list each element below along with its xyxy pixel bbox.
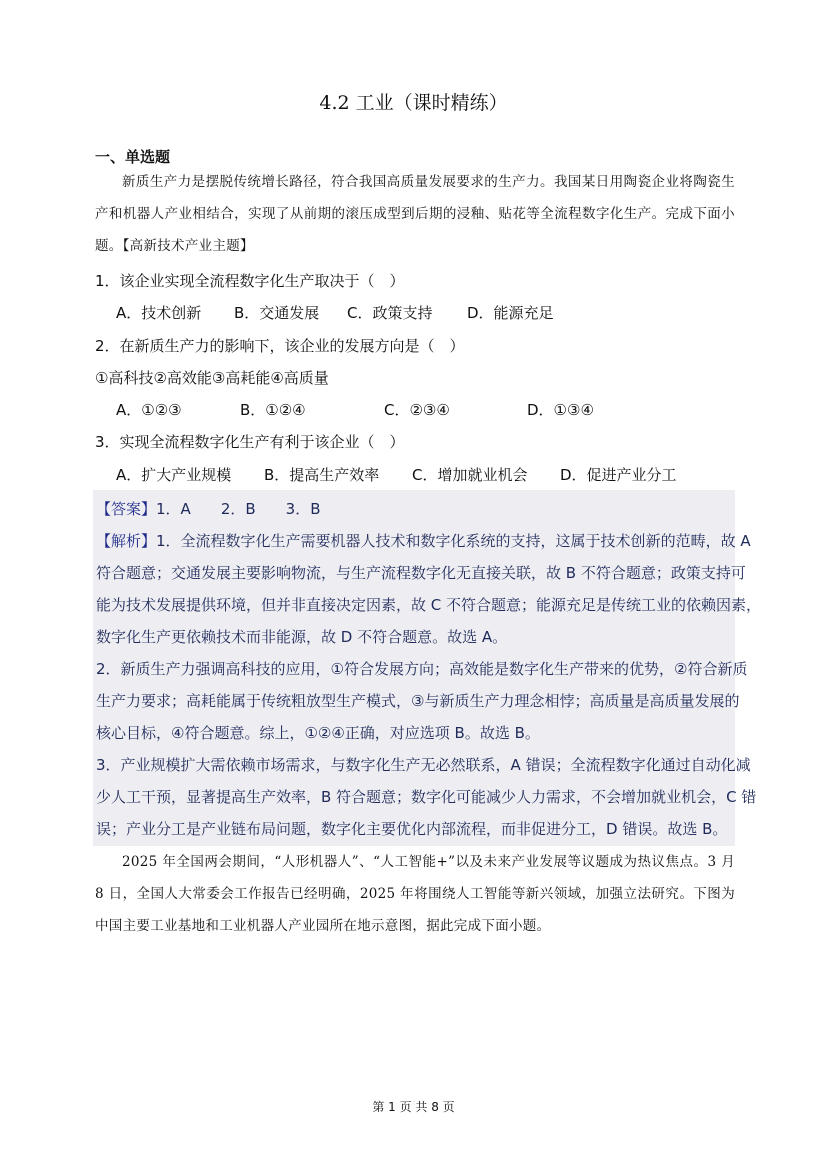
answer-tag: 【答案】	[96, 500, 157, 518]
analysis-line: 3．产业规模扩大需依赖市场需求，与数字化生产无必然联系，A 错误；全流程数字化通过自动化减	[96, 756, 751, 774]
q3-option-c[interactable]: C．增加就业机会	[412, 466, 528, 484]
answer-analysis-panel	[93, 490, 762, 846]
analysis-line: 误；产业分工是产业链布局问题，数字化主要优化内部流程，而非促进分工，D 错误。故选 B。	[96, 820, 728, 838]
analysis-line	[96, 530, 751, 551]
q2-option-c[interactable]: C．②③④	[384, 401, 450, 419]
analysis-tag: 【解析】	[96, 532, 157, 550]
q2-option-a[interactable]: A．①②③	[116, 401, 182, 419]
analysis-line: 能为技术发展提供环境，但并非直接决定因素，故 C 不符合题意；能源充足是传统工业的依赖因素，	[96, 596, 762, 614]
analysis-text: 1．全流程数字化生产需要机器人技术和数字化系统的支持，这属于技术创新的范畴，故 A	[156, 532, 751, 550]
question-2-stem: 2．在新质生产力的影响下，该企业的发展方向是（ ）	[95, 337, 465, 355]
analysis-line: 符合题意；交通发展主要影响物流，与生产流程数字化无直接关联，故 B 不符合题意；政策支持可	[96, 564, 746, 582]
q3-option-d[interactable]: D．促进产业分工	[560, 466, 677, 484]
analysis-line: 数字化生产更依赖技术而非能源，故 D 不符合题意。故选 A。	[96, 628, 508, 646]
page-footer: 第 1 页 共 8 页	[372, 1100, 455, 1114]
q1-option-c[interactable]: C．政策支持	[347, 304, 433, 322]
q2-option-d[interactable]: D．①③④	[527, 401, 594, 419]
q1-option-b[interactable]: B．交通发展	[234, 304, 320, 322]
analysis-line: 2．新质生产力强调高科技的应用，①符合发展方向；高效能是数字化生产带来的优势，②符合新质	[96, 660, 748, 678]
q1-option-d[interactable]: D．能源充足	[467, 304, 554, 322]
question-3-stem: 3．实现全流程数字化生产有利于该企业（ ）	[95, 433, 405, 451]
question-2-items: ①高科技②高效能③高耗能④高质量	[95, 369, 329, 387]
q1-option-a[interactable]: A．技术创新	[116, 304, 202, 322]
page-title: 4.2 工业（课时精练）	[319, 92, 508, 114]
analysis-line: 少人工干预，显著提高生产效率，B 符合题意；数字化可能减少人力需求，不会增加就业机会，C 错	[96, 788, 757, 806]
passage-text: 2025 年全国两会期间，“人形机器人”、“人工智能+”以及未来产业发展等议题成为热议焦点。3 月 8 日，全国人大常委会工作报告已经明确，2025 年将围绕人工智能等新兴领域，加强立法研究。下图为中国主要工业基地和工业机器人产业园所在地示意图，据此完成下面小题。	[95, 854, 735, 934]
answer-line	[96, 498, 321, 519]
reading-passage-2	[95, 846, 735, 942]
section-heading: 一、单选题	[95, 148, 171, 166]
analysis-line: 核心目标，④符合题意。综上，①②④正确，对应选项 B。故选 B。	[96, 724, 540, 742]
passage-text: 新质生产力是摆脱传统增长路径，符合我国高质量发展要求的生产力。我国某日用陶瓷企业将陶瓷生产和机器人产业相结合，实现了从前期的滚压成型到后期的浸釉、贴花等全流程数字化生产。完成下面小题。【高新技术产业主题】	[95, 174, 735, 254]
analysis-line: 生产力要求；高耗能属于传统粗放型生产模式，③与新质生产力理念相悖；高质量是高质量发展的	[96, 692, 740, 710]
answer-text: 1．A 2．B 3．B	[156, 500, 321, 518]
q3-option-b[interactable]: B．提高生产效率	[264, 466, 380, 484]
q3-option-a[interactable]: A．扩大产业规模	[116, 466, 232, 484]
q2-option-b[interactable]: B．①②④	[240, 401, 306, 419]
reading-passage-1	[95, 166, 735, 262]
question-1-stem: 1．该企业实现全流程数字化生产取决于（ ）	[95, 272, 405, 290]
